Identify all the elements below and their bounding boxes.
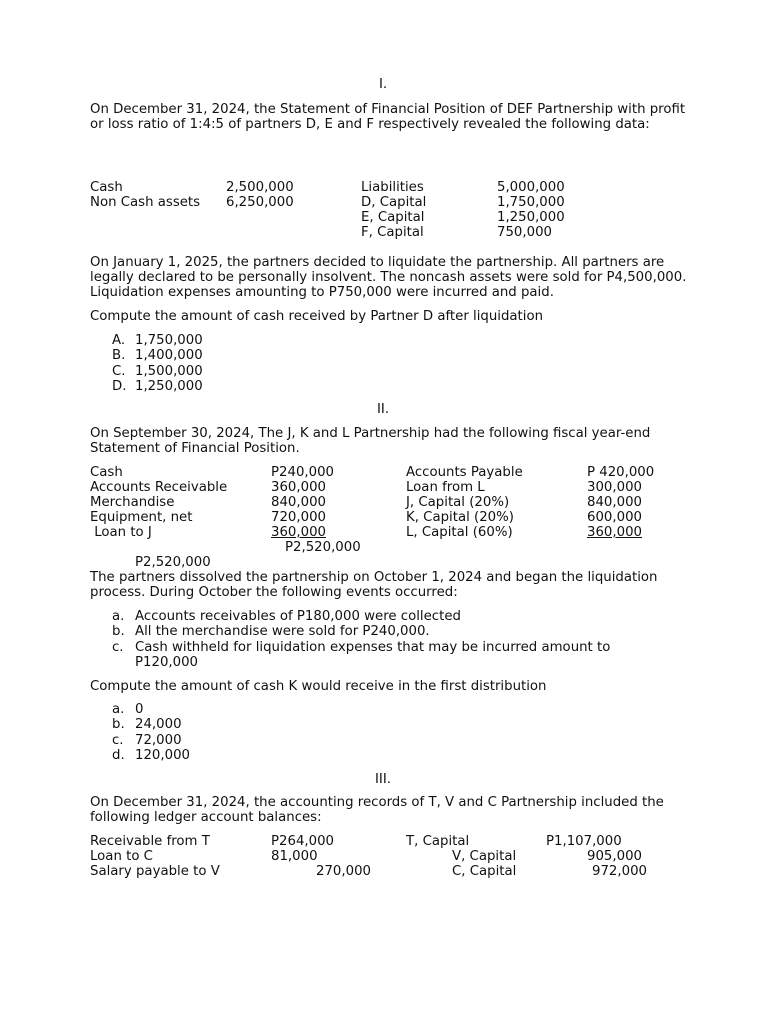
choice-text: 1,250,000 bbox=[135, 378, 203, 394]
choice-marker: a. bbox=[112, 702, 125, 717]
table-cell: D, Capital bbox=[361, 195, 427, 210]
table-cell: Receivable from T bbox=[90, 834, 210, 849]
section1-narrative: On January 1, 2025, the partners decided to liquidate the partnership. All partners are legally declared to be personally insolvent. The noncash assets were sold for P4,500,000. Liquidation expenses amounting to P750,000 were incurred and paid. bbox=[90, 255, 687, 300]
section1-choices bbox=[112, 333, 203, 394]
choice-text: 1,750,000 bbox=[135, 333, 203, 348]
table-cell: T, Capital bbox=[406, 834, 470, 849]
choice-marker: B. bbox=[112, 348, 126, 364]
choice-item bbox=[112, 333, 203, 348]
table-cell: 1,250,000 bbox=[497, 210, 565, 225]
list-text: Accounts receivables of P180,000 were collected bbox=[135, 609, 461, 624]
list-text: P120,000 bbox=[135, 654, 199, 670]
table-cell: 300,000 bbox=[587, 480, 642, 495]
table-cell: Cash bbox=[90, 180, 123, 195]
list-marker: b. bbox=[112, 624, 125, 640]
list-item bbox=[112, 640, 610, 655]
choice-marker: b. bbox=[112, 717, 125, 733]
table-cell: Merchandise bbox=[90, 495, 175, 510]
table-cell: Loan to J bbox=[90, 525, 152, 540]
table-cell: K, Capital (20%) bbox=[406, 510, 514, 525]
choice-marker: c. bbox=[112, 732, 124, 748]
table-cell: C, Capital bbox=[452, 864, 517, 879]
table-cell: Equipment, net bbox=[90, 510, 193, 525]
table-cell: 840,000 bbox=[587, 495, 642, 510]
table-cell: 905,000 bbox=[587, 849, 642, 864]
table-cell: 750,000 bbox=[497, 225, 552, 240]
choice-marker: d. bbox=[112, 747, 125, 763]
choice-text: 24,000 bbox=[135, 717, 182, 733]
section2-events bbox=[112, 609, 610, 670]
choice-text: 72,000 bbox=[135, 732, 182, 748]
table-cell: Non Cash assets bbox=[90, 195, 201, 210]
table-cell: P1,107,000 bbox=[546, 834, 622, 849]
section-numeral-1: I. bbox=[379, 77, 388, 92]
table-cell: 5,000,000 bbox=[497, 180, 565, 195]
section2-narrative: The partners dissolved the partnership on October 1, 2024 and began the liquidation process. During October the following events occurred: bbox=[90, 570, 658, 600]
table-cell: V, Capital bbox=[452, 849, 517, 864]
table-cell: 360,000 bbox=[271, 480, 326, 495]
table-cell: 2,500,000 bbox=[226, 180, 294, 195]
table-cell: P 420,000 bbox=[587, 465, 655, 480]
list-item bbox=[112, 609, 610, 624]
table-cell: Salary payable to V bbox=[90, 864, 220, 879]
table-total: P2,520,000 bbox=[285, 540, 361, 555]
section-numeral-3: III. bbox=[375, 772, 391, 787]
choice-marker: A. bbox=[112, 333, 126, 348]
list-marker: c. bbox=[112, 639, 124, 655]
table-cell: 600,000 bbox=[587, 510, 642, 525]
table-total: P2,520,000 bbox=[135, 555, 211, 570]
choice-text: 120,000 bbox=[135, 747, 190, 763]
table-cell: 6,250,000 bbox=[226, 195, 294, 210]
list-marker: a. bbox=[112, 609, 125, 624]
table-cell: F, Capital bbox=[361, 225, 424, 240]
table-cell: 360,000 bbox=[271, 525, 326, 540]
section-numeral-2: II. bbox=[377, 402, 390, 417]
section3-intro: On December 31, 2024, the accounting records of T, V and C Partnership included the following ledger account balances: bbox=[90, 795, 664, 825]
section1-question: Compute the amount of cash received by Partner D after liquidation bbox=[90, 309, 544, 324]
table-cell: Loan to C bbox=[90, 849, 153, 864]
choice-item bbox=[112, 717, 190, 732]
table-cell: E, Capital bbox=[361, 210, 425, 225]
choice-item bbox=[112, 379, 203, 394]
choice-item bbox=[112, 733, 190, 748]
list-item-continuation bbox=[112, 655, 610, 670]
table-cell: 840,000 bbox=[271, 495, 326, 510]
list-text: Cash withheld for liquidation expenses that may be incurred amount to bbox=[135, 639, 611, 655]
choice-text: 1,500,000 bbox=[135, 363, 203, 379]
table-cell: Cash bbox=[90, 465, 123, 480]
choice-item bbox=[112, 702, 190, 717]
table-cell: 720,000 bbox=[271, 510, 326, 525]
table-cell: P264,000 bbox=[271, 834, 335, 849]
table-cell: L, Capital (60%) bbox=[406, 525, 513, 540]
section1-intro: On December 31, 2024, the Statement of Financial Position of DEF Partnership with profit or loss ratio of 1:4:5 of partners D, E and F respectively revealed the following data: bbox=[90, 102, 686, 132]
list-item bbox=[112, 624, 610, 639]
section2-choices bbox=[112, 702, 190, 763]
table-cell: 270,000 bbox=[316, 864, 371, 879]
choice-text: 0 bbox=[135, 702, 144, 717]
table-cell: Loan from L bbox=[406, 480, 485, 495]
choice-text: 1,400,000 bbox=[135, 348, 203, 364]
table-cell: 1,750,000 bbox=[497, 195, 565, 210]
choice-item bbox=[112, 348, 203, 363]
table-cell: 360,000 bbox=[587, 525, 642, 540]
section2-intro: On September 30, 2024, The J, K and L Partnership had the following fiscal year-end Statement of Financial Position. bbox=[90, 426, 651, 456]
table-cell: 972,000 bbox=[592, 864, 647, 879]
table-cell: Liabilities bbox=[361, 180, 424, 195]
choice-marker: D. bbox=[112, 378, 127, 394]
choice-marker: C. bbox=[112, 363, 126, 379]
table-cell: Accounts Receivable bbox=[90, 480, 228, 495]
table-cell: 81,000 bbox=[271, 849, 318, 864]
list-text: All the merchandise were sold for P240,000. bbox=[135, 624, 430, 640]
table-cell: Accounts Payable bbox=[406, 465, 523, 480]
choice-item bbox=[112, 748, 190, 763]
table-cell: J, Capital (20%) bbox=[406, 495, 510, 510]
choice-item bbox=[112, 364, 203, 379]
table-cell: P240,000 bbox=[271, 465, 335, 480]
section2-question: Compute the amount of cash K would receive in the first distribution bbox=[90, 679, 547, 694]
